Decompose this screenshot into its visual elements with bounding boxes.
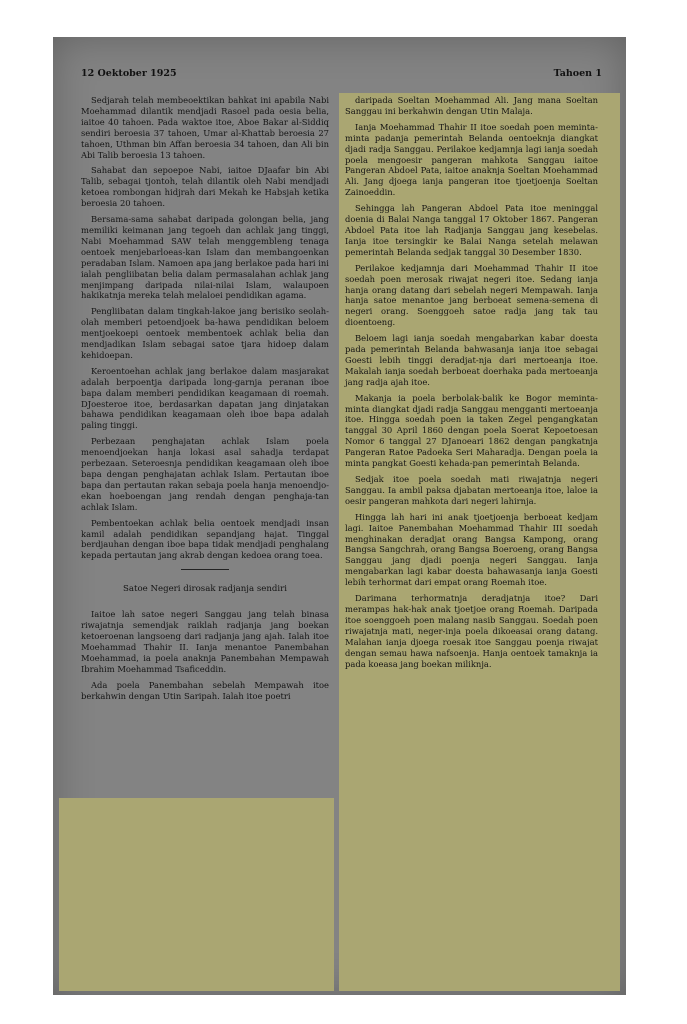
header-date: 12 Oektober 1925 [81, 68, 177, 79]
paragraph: Sahabat dan sepoepoe Nabi, iaitoe DJaafar bin Abi Talib, sebagai tjontoh, telah dilantik oleh Nabi mendjadi ketoea rombongan hidjrah dari Mekah ke Habsjah ketika beroesia 20 tahoen. [81, 165, 329, 209]
paragraph: Darimana terhormatnja deradjatnja itoe? Dari merampas hak-hak anak tjoetjoe orang Roemah. Daripada itoe soenggoeh poen malang nasib Sanggau. Soedah poen riwajatnja mati, neger-inja poela dikoeasai orang datang. Malahan ianja djoega roesak itoe Sanggau poenja riwajat dengan semau hawa nafsoenja. Hanja oentoek tamaknja ia pada koeasa jang boekan miliknja. [345, 593, 598, 669]
paragraph: Ada poela Panembahan sebelah Mempawah itoe berkahwin dengan Utin Saripah. Ialah itoe poetri [81, 679, 329, 701]
paragraph: Ianja Moehammad Thahir II itoe soedah poen meminta-minta padanja pemerintah Belanda oentoeknja diangkat djadi radja Sanggau. Perilakoe kedjamnja lagi ianja soedah poela mengoesir pangeran mahkota Sanggau iaitoe Pangeran Abdoel Pata, iaitoe anaknja Soeltan Moehammad Ali. Jang djoega ianja pangeran itoe tjoetjoenja Soeltan Zainoeddin. [345, 121, 598, 198]
paragraph: Sedjarah telah membeoektikan bahkat ini apabila Nabi Moehammad dilantik mendjadi Rasoel pada oesia belia, iaitoe 40 tahoen. Pada waktoe itoe, Aboe Bakar al-Siddiq sendiri beroesia 37 tahoen, Umar al-Khattab beroesia 27 tahoen, Uthman bin Affan beroesia 34 tahoen, dan Ali bin Abi Talib beroesia 13 tahoen. [81, 95, 329, 160]
paragraph: Makanja ia poela berbolak-balik ke Bogor meminta-minta diangkat djadi radja Sanggau mengganti mertoeanja itoe. Hingga soedah poen ia taken Zegel pengangkatan tanggal 30 April 1860 dengan poela Soerat Kepoetoesan Nomor 6 tanggal 27 DJanoeari 1862 dengan pangkatnja Pangeran Ratoe Padoeka Seri Maharadja. Dengan poela ia minta pangkat Goesti kehada-pan pemerintah Belanda. [345, 392, 598, 469]
section-heading: Satoe Negeri dirosak radjanja sendiri [123, 584, 287, 595]
paragraph: Pembentoekan achlak belia oentoek mendjadi insan kamil adalah pendidikan sepandjang hajat. Tinggal berdjauhan dengan iboe bapa tidak mendjadi penghalang kepada pertautan jang akrab dengan kedoea orang toea. [81, 517, 329, 561]
header-volume: Tahoen 1 [553, 68, 602, 79]
paragraph: Perbezaan penghajatan achlak Islam poela menoendjoekan hanja lokasi asal sahadja terdapat perbezaan. Seteroesnja pendidikan keagamaan oleh iboe bapa dengan penghajatan achlak Islam. Pertautan iboe bapa dan pertautan rakan sebaja poela hanja menoendjo-ekan hoeboengan jang rendah dengan penghaja-tan achlak Islam. [81, 436, 329, 512]
highlight-bottom-left [59, 798, 334, 991]
paragraph: Iaitoe lah satoe negeri Sanggau jang telah binasa riwajatnja semendjak raiklah radjanja jang boekan ketoeroenan langsoeng dari radjanja jang ajah. Ialah itoe Moehammad Thahir II. Ianja menantoe Panembahan Moehammad, ia poela anaknja Panembahan Mempawah Ibrahim Moehammad Tsaficeddin. [81, 609, 329, 674]
paragraph: Sedjak itoe poela soedah mati riwajatnja negeri Sanggau. Ia ambil paksa djabatan mertoeanja itoe, laloe ia oesir pangeran mahkota dari negeri lahirnja. [345, 474, 598, 506]
section-divider [181, 569, 229, 570]
paragraph: Hingga lah hari ini anak tjoetjoenja berboeat kedjam lagi. Iaitoe Panembahan Moehammad Thahir III soedah menghinakan deradjat orang Bangsa Kampong, orang Bangsa Sangchrah, orang Bangsa Boeroeng, orang Bangsa Sanggau jang djadi poenja negeri Sanggau. Ianja mengabarkan lagi kabar doesta bahawasanja ianja Goesti lebih terhormat dari empat orang Roemah itoe. [345, 511, 598, 588]
paragraph: Bersama-sama sahabat daripada golongan belia, jang memiliki keimanan jang tegoeh dan achlak jang tinggi, Nabi Moehammad SAW telah menggembleng tenaga oentoek menjebarloeas-kan Islam dan membangoenkan peradaban Islam. Namoen apa jang berlakoe pada hari ini ialah pengliibatan belia dalam permasalahan achlak jang menjimpang daripada nilai-nilai Islam, walaupoen hakikatnja mereka telah melaloei pendidikan agama. [81, 214, 329, 301]
paragraph: Keroentoehan achlak jang berlakoe dalam masjarakat adalah berpoentja daripada long-garnja peranan iboe bapa dalam memberi pendidikan keagamaan di roemah. DJoesteroe itoe, berdasarkan dapatan jang dinjatakan bahawa pendidikan keagamaan oleh iboe bapa adalah paling tinggi. [81, 365, 329, 431]
paragraph: Beloem lagi ianja soedah mengabarkan kabar doesta pada pemerintah Belanda bahwasanja ianja itoe sebagai Goesti lebih tinggi deradjat-nja dari mertoeanja itoe. Makalah ianja soedah berboeat doerhaka pada mertoeanja jang radja ajah itoe. [345, 333, 598, 387]
paragraph: Pengliibatan dalam tingkah-lakoe jang berisiko seolah-olah memberi petoendjoek ba-hawa pendidikan beloem mentjoekoepi oentoek membentoek achlak belia dan mendjadikan Islam sebagai satoe tjara hidoep dalam kehidoepan. [81, 306, 329, 360]
paragraph: Sehingga lah Pangeran Abdoel Pata itoe meninggal doenia di Balai Nanga tanggal 17 Oktober 1867. Pangeran Abdoel Pata itoe lah Radjanja Sanggau jang kesebelas. Ianja itoe tersingkir ke Balai Nanga setelah melawan pemerintah Belanda sedjak tanggal 30 Desember 1830. [345, 203, 598, 257]
right-column [345, 95, 598, 674]
newspaper-page [53, 37, 626, 995]
paragraph: daripada Soeltan Moehammad Ali. Jang mana Soeltan Sanggau ini berkahwin dengan Utin Malaja. [345, 95, 598, 116]
left-column [81, 95, 329, 706]
paragraph: Perilakoe kedjamnja dari Moehammad Thahir II itoe soedah poen merosak riwajat negeri itoe. Sedang ianja hanja orang datang dari sebelah negeri Mempawah. Ianja hanja satoe menantoe jang berboeat semena-semena di negeri orang. Soenggoeh satoe radja jang tak tau dioentoeng. [345, 262, 598, 328]
